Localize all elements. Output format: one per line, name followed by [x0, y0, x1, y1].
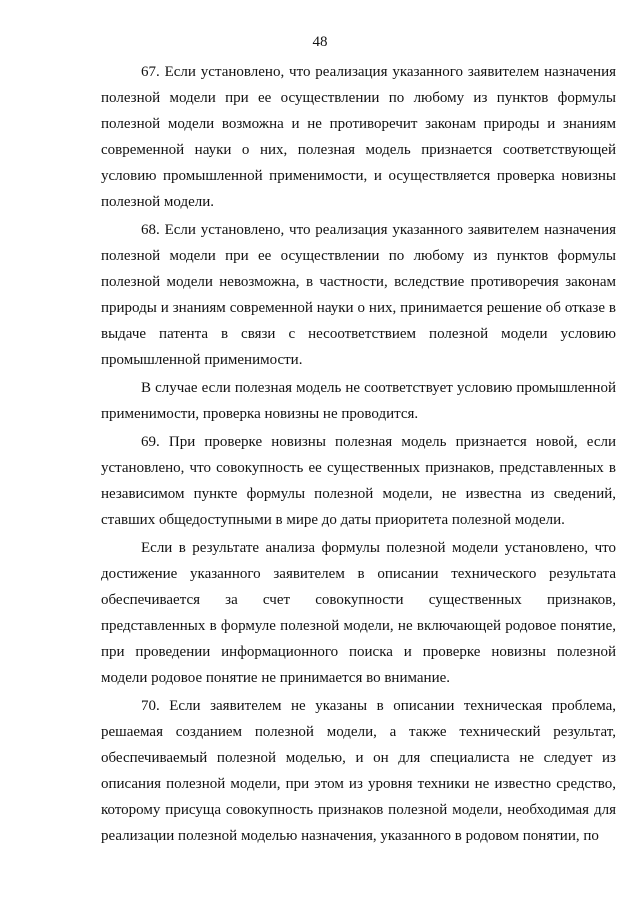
page-body [101, 59, 616, 849]
paragraph-69-note: Если в результате анализа формулы полезной модели установлено, что достижение указанного заявителем в описании технического результата обеспечивается за счет совокупности существенных признаков, представленных в формуле полезной модели, не включающей родовое понятие, при проведении информационного поиска и проверке новизны полезной модели родовое понятие не принимается во внимание. [101, 540, 616, 686]
page-number: 48 [312, 34, 328, 50]
paragraph-70: 70. Если заявителем не указаны в описании техническая проблема, решаемая созданием полезной модели, а также технический результат, обеспечиваемый полезной моделью, и он для специалиста не следует из описания полезной модели, при этом из уровня техники не известно средство, которому присуща совокупность признаков полезной модели, необходимая для реализации полезной моделью назначения, указанного в родовом понятии, по [101, 698, 616, 844]
paragraph-68: 68. Если установлено, что реализация указанного заявителем назначения полезной модели при ее осуществлении по любому из пунктов формулы полезной модели невозможна, в частности, вследствие противоречия законам природы и знаниям современной науки о них, принимается решение об отказе в выдаче патента в связи с несоответствием полезной модели условию промышленной применимости. [101, 222, 616, 368]
paragraph-67: 67. Если установлено, что реализация указанного заявителем назначения полезной модели при ее осуществлении по любому из пунктов формулы полезной модели возможна и не противоречит законам природы и знаниям современной науки о них, полезная модель признается соответствующей условию промышленной применимости, и осуществляется проверка новизны полезной модели. [101, 64, 616, 210]
paragraph-68-note: В случае если полезная модель не соответствует условию промышленной применимости, проверка новизны не проводится. [101, 380, 616, 422]
paragraph-69: 69. При проверке новизны полезная модель признается новой, если установлено, что совокупность ее существенных признаков, представленных в независимом пункте формулы полезной модели, не известна из сведений, ставших общедоступными в мире до даты приоритета полезной модели. [101, 434, 616, 528]
